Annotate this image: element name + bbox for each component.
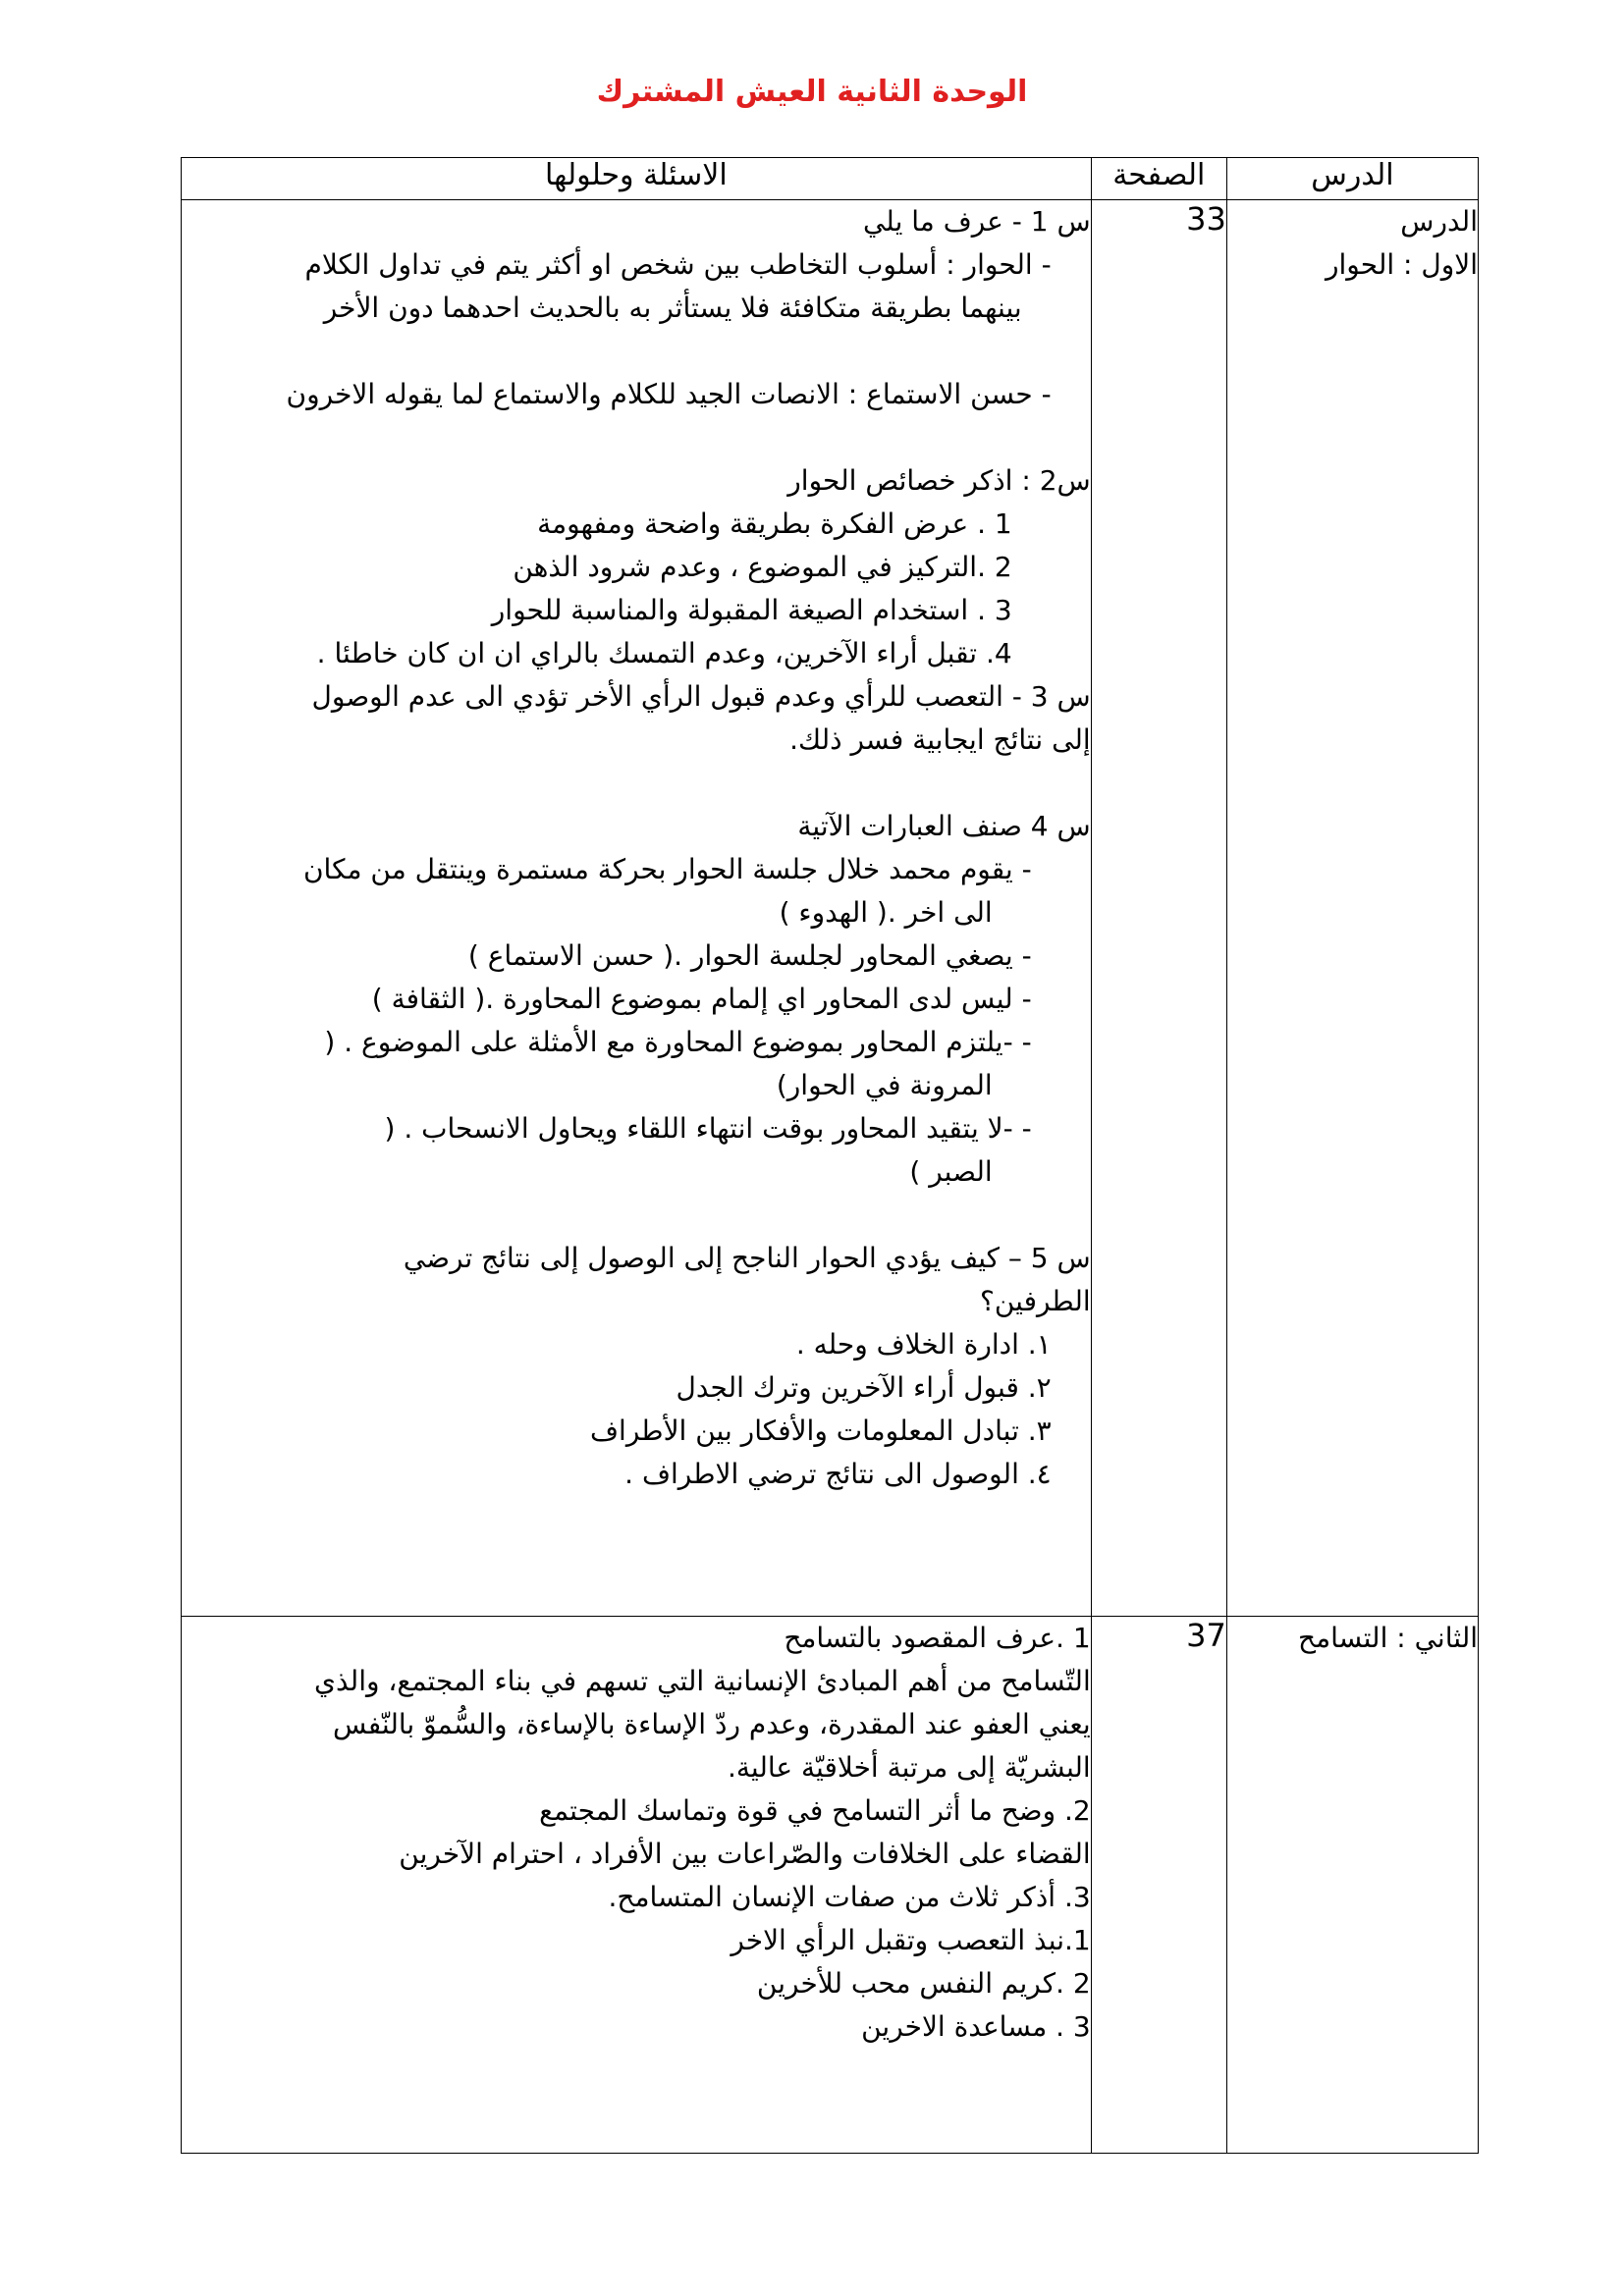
answer-line: الى اخر .( الهدوء ) (779, 896, 993, 929)
question-3: 3. أذكر ثلاث من صفات الإنسان المتسامح. (608, 1881, 1091, 1913)
page-title: الوحدة الثانية العيش المشترك (596, 75, 1028, 109)
answer-line: 3 . استخدام الصيغة المقبولة والمناسبة للحوار (491, 594, 1012, 626)
definition-line: بينهما بطريقة متكافئة فلا يستأثر به بالحديث احدهما دون الأخر (323, 292, 1022, 324)
answer-line: 1.نبذ التعصب وتقبل الرأي الاخر (731, 1924, 1091, 1956)
table-row (182, 200, 1479, 1617)
page-number: 33 (1091, 200, 1226, 1617)
qa-cell (182, 1617, 1092, 2154)
qa-cell (182, 200, 1092, 1617)
answer-line: - -يلتزم المحاور بموضوع المحاورة مع الأمثلة على الموضوع . ( (324, 1026, 1032, 1058)
answer-line: - -لا يتقيد المحاور بوقت انتهاء اللقاء ويحاول الانسحاب . ( (384, 1112, 1032, 1145)
lesson-title: الثاني : التسامح (1298, 1622, 1478, 1654)
lesson-cell (1226, 200, 1478, 1617)
header-qa: الاسئلة وحلولها (182, 158, 1092, 200)
lesson-cell (1226, 1617, 1478, 2154)
table-header-row (182, 158, 1479, 200)
answer-line: ٣. تبادل المعلومات والأفكار بين الأطراف (590, 1415, 1052, 1447)
question-5: س 5 – كيف يؤدي الحوار الناجح إلى الوصول إلى نتائج ترضي (403, 1242, 1091, 1274)
answer-line: - يصغي المحاور لجلسة الحوار .( حسن الاستماع ) (467, 939, 1032, 972)
answer-line: البشريّة إلى مرتبة أخلاقيّة عالية. (728, 1751, 1091, 1784)
answer-line: الصبر ) (909, 1155, 993, 1188)
answer-line: التّسامح من أهم المبادئ الإنسانية التي تسهم في بناء المجتمع، والذي (314, 1665, 1091, 1697)
answer-line: القضاء على الخلافات والصّراعات بين الأفراد ، احترام الآخرين (399, 1838, 1091, 1870)
answer-line: 2 .كريم النفس محب للأخرين (756, 1967, 1091, 2000)
question-2: 2. وضح ما أثر التسامح في قوة وتماسك المجتمع (539, 1794, 1091, 1827)
answer-line: ١. ادارة الخلاف وحله . (795, 1328, 1052, 1361)
question-3: س 3 - التعصب للرأي وعدم قبول الرأي الأخر تؤدي الى عدم الوصول (311, 680, 1091, 713)
answer-line: - ليس لدى المحاور اي إلمام بموضوع المحاورة .( الثقافة ) (371, 983, 1032, 1015)
definition-line: - حسن الاستماع : الانصات الجيد للكلام والاستماع لما يقوله الاخرون (286, 378, 1052, 410)
answer-line: ٤. الوصول الى نتائج ترضي الاطراف . (624, 1458, 1052, 1490)
header-lesson: الدرس (1226, 158, 1478, 200)
question-5-cont: الطرفين؟ (979, 1285, 1091, 1317)
answer-line: 4. تقبل أراء الآخرين، وعدم التمسك بالراي ان ان كان خاطئا . (316, 637, 1012, 669)
answer-line: - يقوم محمد خلال جلسة الحوار بحركة مستمرة وينتقل من مكان (302, 853, 1032, 885)
question-1: س 1 - عرف ما يلي (862, 205, 1091, 238)
header-page: الصفحة (1091, 158, 1226, 200)
lessons-table (181, 157, 1479, 2154)
answer-line: المرونة في الحوار) (776, 1069, 993, 1101)
answer-line: 2 .التركيز في الموضوع ، وعدم شرود الذهن (513, 551, 1012, 583)
question-3-cont: إلى نتائج ايجابية فسر ذلك. (789, 723, 1091, 756)
table-row (182, 1617, 1479, 2154)
answer-line: 3 . مساعدة الاخرين (861, 2010, 1091, 2043)
lesson-label: الدرس (1400, 205, 1478, 238)
question-2: س2 : اذكر خصائص الحوار (787, 464, 1091, 497)
answer-line: 1 . عرض الفكرة بطريقة واضحة ومفهومة (537, 507, 1012, 540)
page-number: 37 (1091, 1617, 1226, 2154)
question-1: 1 .عرف المقصود بالتسامح (784, 1622, 1091, 1654)
lesson-title: الاول : الحوار (1326, 248, 1478, 281)
definition-line: - الحوار : أسلوب التخاطب بين شخص او أكثر يتم في تداول الكلام (304, 248, 1052, 281)
answer-line: ٢. قبول أراء الآخرين وترك الجدل (676, 1371, 1052, 1404)
answer-line: يعني العفو عند المقدرة، وعدم ردّ الإساءة بالإساءة، والسُّموّ بالنّفس (333, 1708, 1091, 1740)
question-4: س 4 صنف العبارات الآتية (797, 810, 1091, 842)
